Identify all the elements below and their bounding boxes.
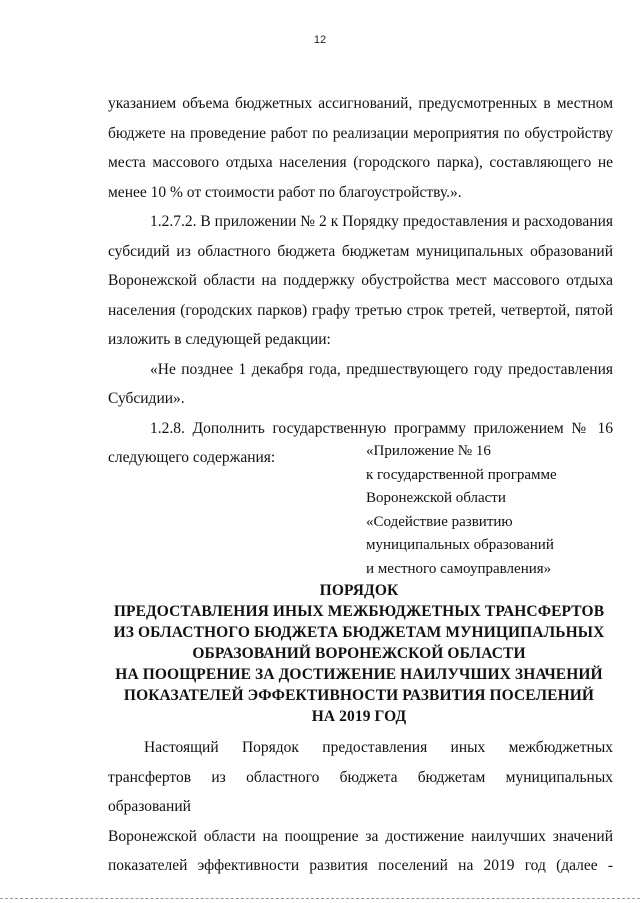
bottom-edge-line bbox=[0, 898, 640, 900]
page-number: 12 bbox=[313, 34, 327, 46]
document-title bbox=[100, 580, 618, 727]
final-paragraph-line: трансфертов из областного бюджета бюджетам муниципальных образований bbox=[108, 768, 613, 815]
title-line: НА 2019 ГОД bbox=[311, 708, 407, 725]
title-line: ИЗ ОБЛАСТНОГО БЮДЖЕТА БЮДЖЕТАМ МУНИЦИПАЛЬНЫХ bbox=[113, 624, 605, 641]
appendix-line: Воронежской области bbox=[366, 490, 506, 506]
appendix-line: «Приложение № 16 bbox=[366, 443, 491, 459]
paragraph-1: указанием объема бюджетных ассигнований, предусмотренных в местном бюджете на проведение работ по реализации мероприятия по обустройству места массового отдыха населения (городского парка), составляющего не менее 10 % от стоимости работ по благоустройству.». bbox=[108, 95, 613, 201]
final-paragraph-line: показателей эффективности развития поселений на 2019 год (далее - bbox=[108, 857, 613, 874]
title-line: НА ПООЩРЕНИЕ ЗА ДОСТИЖЕНИЕ НАИЛУЧШИХ ЗНАЧЕНИЙ bbox=[115, 666, 603, 683]
body-text-top bbox=[108, 89, 613, 473]
appendix-line: «Содействие развитию bbox=[366, 513, 513, 530]
title-line: ПОКАЗАТЕЛЕЙ ЭФФЕКТИВНОСТИ РАЗВИТИЯ ПОСЕЛЕНИЙ bbox=[123, 687, 595, 704]
title-line: ПОРЯДОК bbox=[319, 582, 399, 599]
final-paragraph-line: Настоящий Порядок предоставления иных межбюджетных bbox=[144, 739, 613, 756]
paragraph-2: 1.2.7.2. В приложении № 2 к Порядку предоставления и расходования субсидий из областного бюджета бюджетам муниципальных образований Воронежской области на поддержку обустройства мест массового отдыха населения (городских парков) графу третью строк третей, четвертой, пятой изложить в следующей редакции: bbox=[108, 213, 613, 348]
title-line: ПРЕДОСТАВЛЕНИЯ ИНЫХ МЕЖБЮДЖЕТНЫХ ТРАНСФЕРТОВ bbox=[113, 603, 605, 620]
appendix-line: и местного самоуправления» bbox=[366, 560, 552, 577]
paragraph-4: 1.2.8. Дополнить государственную программу приложением № 16 следующего содержания: bbox=[108, 419, 613, 466]
appendix-reference bbox=[366, 440, 616, 581]
title-line: ОБРАЗОВАНИЙ ВОРОНЕЖСКОЙ ОБЛАСТИ bbox=[192, 645, 526, 662]
appendix-line: муниципальных образований bbox=[366, 537, 554, 553]
paragraph-3: «Не позднее 1 декабря года, предшествующего году предоставления Субсидии». bbox=[108, 360, 613, 407]
appendix-line: к государственной программе bbox=[366, 466, 557, 483]
final-paragraph bbox=[108, 733, 613, 881]
final-paragraph-line: Воронежской области на поощрение за достижение наилучших значений bbox=[108, 827, 613, 845]
